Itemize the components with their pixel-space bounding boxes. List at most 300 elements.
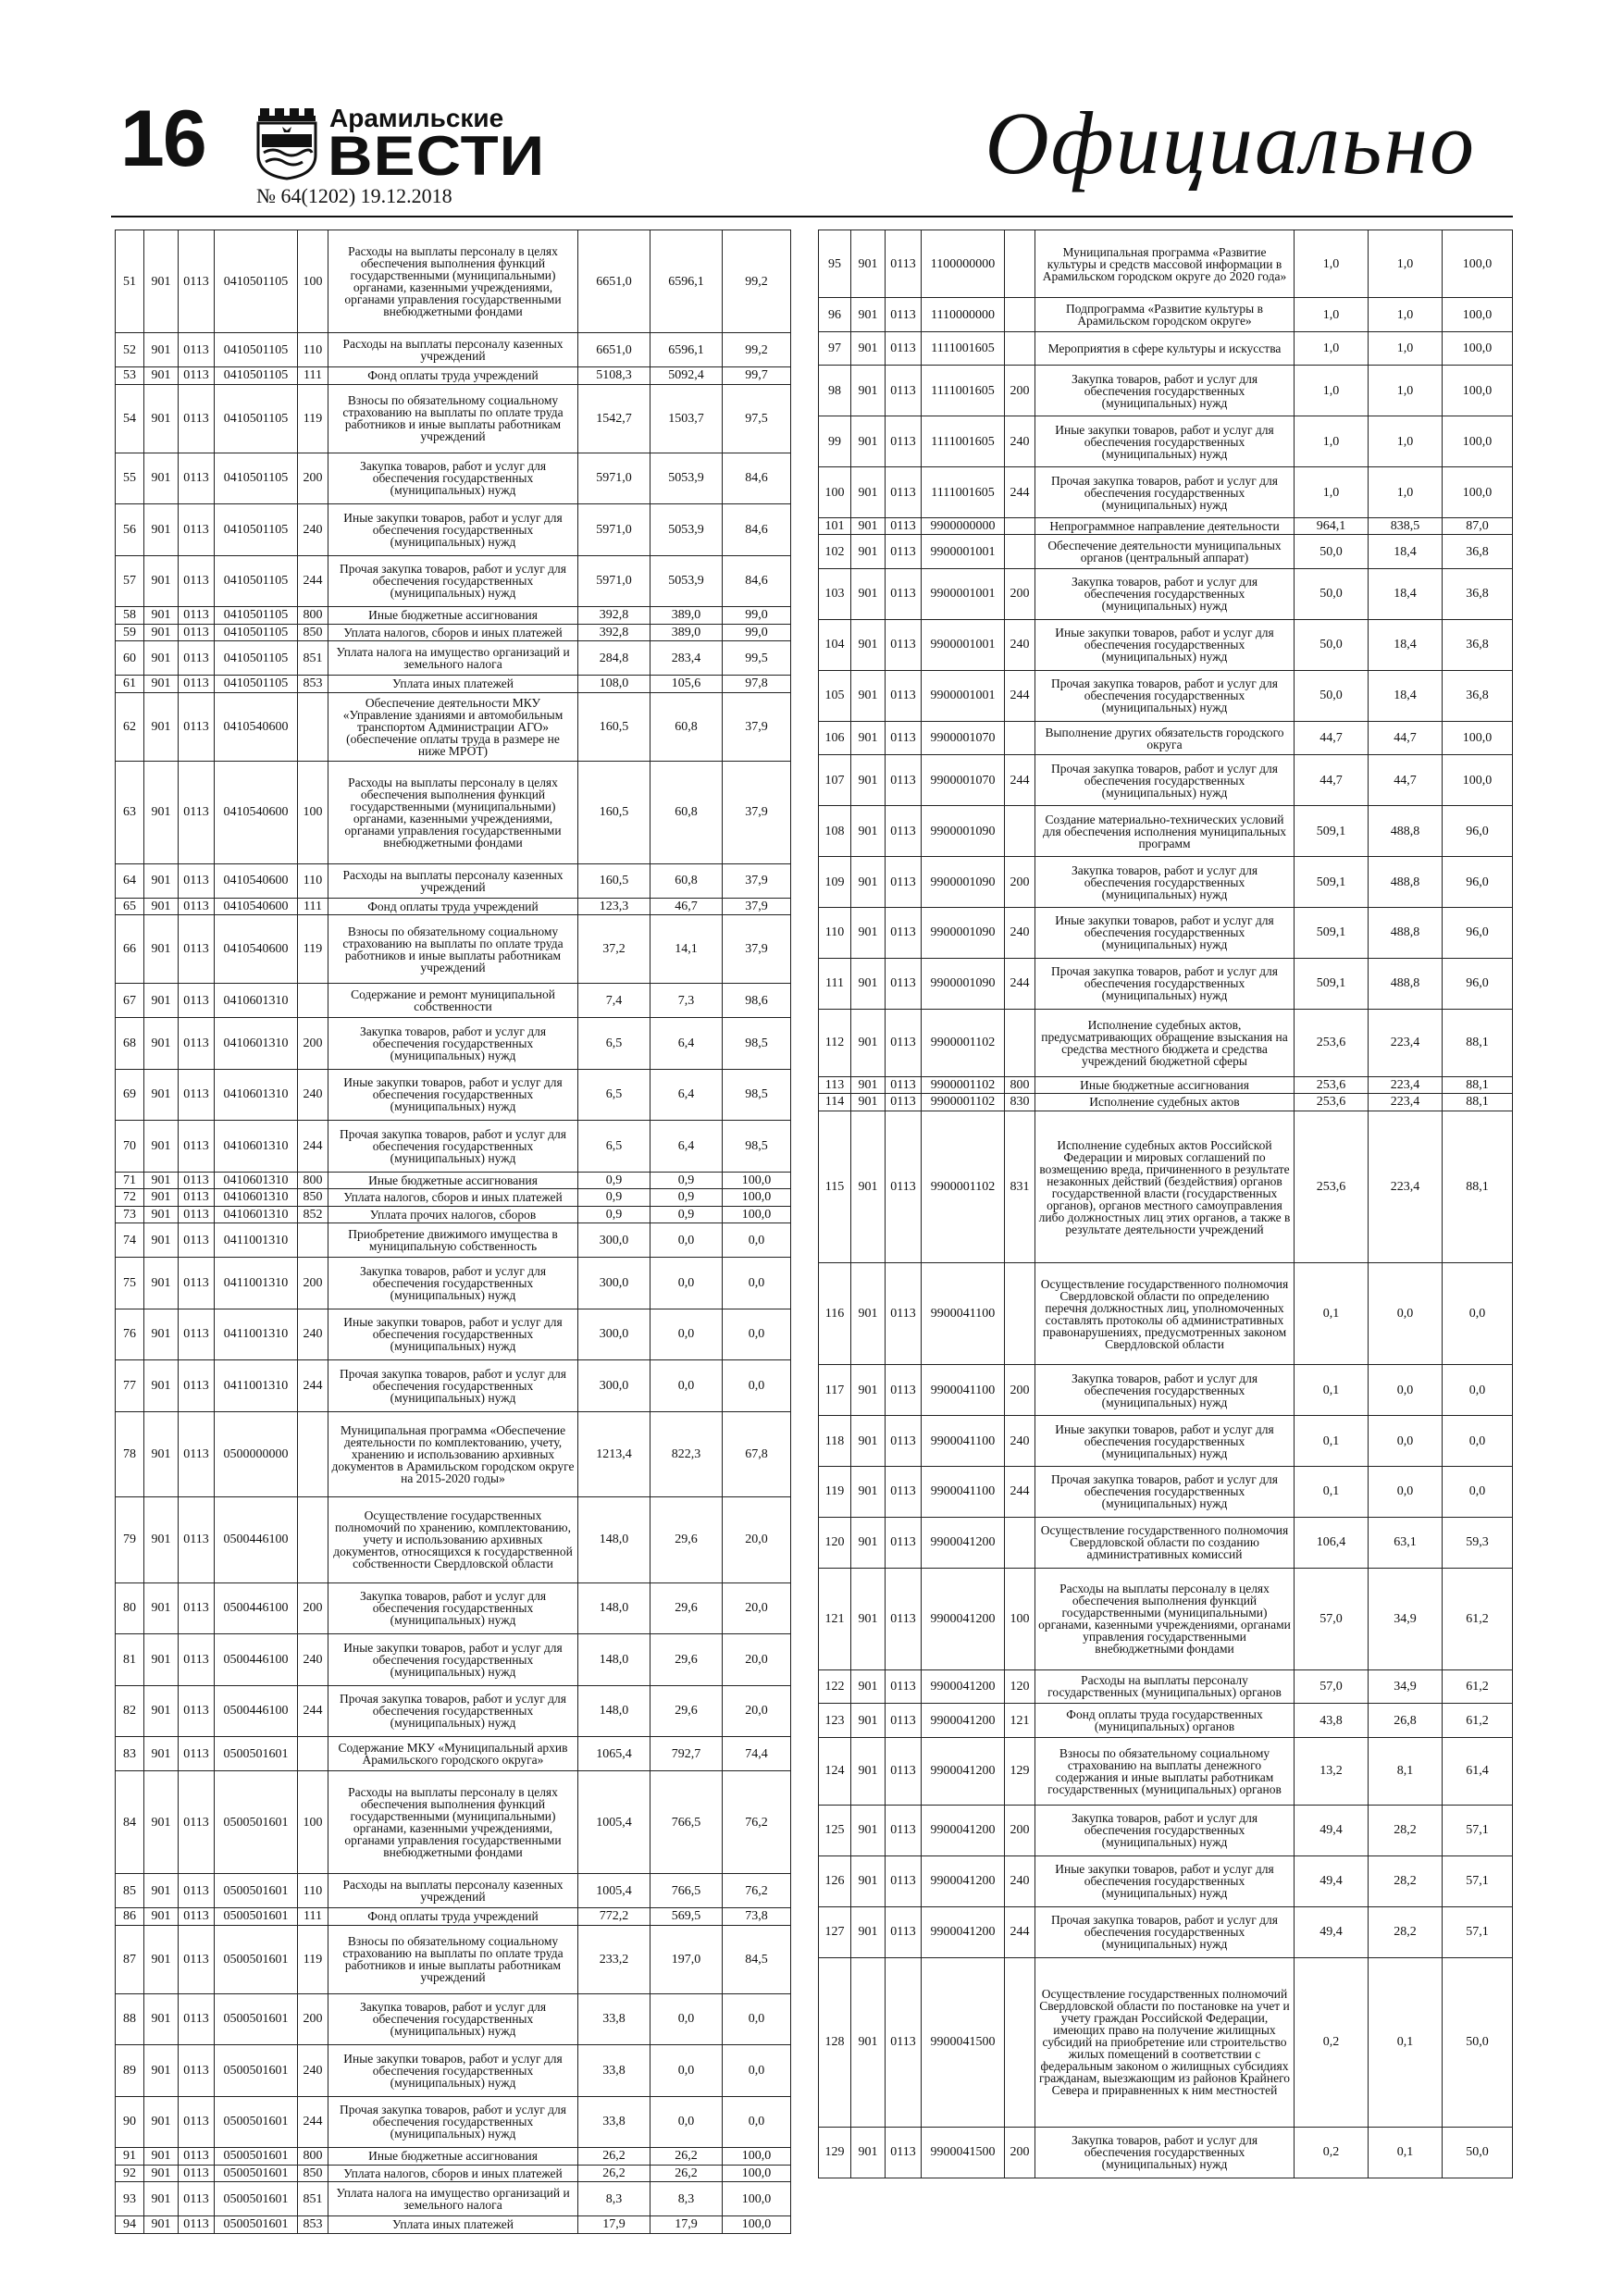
row-number-cell: 65 <box>116 898 144 915</box>
target-article-code-cell: 0410540600 <box>215 761 298 863</box>
planned-amount-cell: 964,1 <box>1295 518 1369 535</box>
target-article-code-cell: 0410540600 <box>215 692 298 761</box>
execution-percent-cell: 99,0 <box>723 607 791 625</box>
executed-amount-cell: 18,4 <box>1369 619 1443 670</box>
execution-percent-cell: 0,0 <box>1443 1416 1513 1467</box>
expense-name-cell: Прочая закупка товаров, работ и услуг для обеспечения государственных (муниципальных) нужд <box>328 555 578 607</box>
expense-type-code-cell: 852 <box>298 1206 328 1223</box>
target-article-code-cell: 9900001001 <box>922 670 1005 721</box>
gr-code-cell: 901 <box>851 1906 886 1957</box>
row-number-cell: 85 <box>116 1874 144 1908</box>
expense-type-code-cell: 240 <box>298 1309 328 1360</box>
planned-amount-cell: 33,8 <box>578 2096 650 2148</box>
expense-name-cell: Иные закупки товаров, работ и услуг для обеспечения государственных (муниципальных) нужд <box>328 1309 578 1360</box>
section-code-cell: 0113 <box>886 298 922 332</box>
planned-amount-cell: 160,5 <box>578 863 650 898</box>
target-article-code-cell: 0500446100 <box>215 1582 298 1634</box>
planned-amount-cell: 5971,0 <box>578 504 650 556</box>
expense-name-cell: Муниципальная программа «Обеспечение деятельности по комплектованию, учету, хранению и использованию архивных документов в Арамильском городском округе на 2015-2020 годы» <box>328 1411 578 1497</box>
executed-amount-cell: 18,4 <box>1369 535 1443 569</box>
execution-percent-cell: 36,8 <box>1443 535 1513 569</box>
gr-code-cell: 901 <box>851 1957 886 2127</box>
table-row <box>116 1737 791 1771</box>
gr-code-cell: 901 <box>851 721 886 755</box>
expense-type-code-cell: 853 <box>298 676 328 693</box>
expense-type-code-cell: 240 <box>1005 619 1035 670</box>
table-row <box>819 721 1513 755</box>
expense-name-cell: Осуществление государственных полномочий по хранению, комплектованию, учету и использованию архивных документов, относящихся к государственной собственности Свердловской области <box>328 1497 578 1583</box>
table-row <box>116 1360 791 1412</box>
target-article-code-cell: 0410501105 <box>215 504 298 556</box>
section-code-cell: 0113 <box>886 1416 922 1467</box>
target-article-code-cell: 9900001102 <box>922 1009 1005 1076</box>
expense-name-cell: Осуществление государственного полномочия Свердловской области по созданию административных комиссий <box>1035 1517 1295 1568</box>
gr-code-cell: 901 <box>144 230 179 333</box>
execution-percent-cell: 37,9 <box>723 692 791 761</box>
execution-percent-cell: 100,0 <box>1443 416 1513 467</box>
gr-code-cell: 901 <box>851 619 886 670</box>
expense-name-cell: Прочая закупка товаров, работ и услуг для обеспечения государственных (муниципальных) нужд <box>1035 1467 1295 1518</box>
executed-amount-cell: 7,3 <box>650 984 723 1018</box>
executed-amount-cell: 28,2 <box>1369 1855 1443 1906</box>
table-row <box>116 692 791 761</box>
row-number-cell: 76 <box>116 1309 144 1360</box>
section-code-cell: 0113 <box>179 1121 215 1173</box>
target-article-code-cell: 0410501105 <box>215 641 298 676</box>
target-article-code-cell: 0410540600 <box>215 863 298 898</box>
planned-amount-cell: 1542,7 <box>578 384 650 453</box>
expense-type-code-cell: 244 <box>298 555 328 607</box>
section-code-cell: 0113 <box>179 384 215 453</box>
planned-amount-cell: 6651,0 <box>578 333 650 367</box>
section-code-cell: 0113 <box>179 1993 215 2045</box>
planned-amount-cell: 233,2 <box>578 1925 650 1993</box>
planned-amount-cell: 0,1 <box>1295 1263 1369 1365</box>
expense-type-code-cell: 121 <box>1005 1704 1035 1738</box>
expense-name-cell: Уплата иных платежей <box>328 676 578 693</box>
execution-percent-cell: 98,5 <box>723 1121 791 1173</box>
section-code-cell: 0113 <box>179 1771 215 1874</box>
target-article-code-cell: 0410501105 <box>215 453 298 504</box>
row-number-cell: 56 <box>116 504 144 556</box>
executed-amount-cell: 0,0 <box>650 2096 723 2148</box>
section-code-cell: 0113 <box>886 1737 922 1805</box>
expense-type-code-cell: 830 <box>1005 1094 1035 1111</box>
row-number-cell: 75 <box>116 1258 144 1309</box>
expense-type-code-cell: 100 <box>298 761 328 863</box>
section-code-cell: 0113 <box>179 1223 215 1258</box>
gr-code-cell: 901 <box>851 366 886 416</box>
section-code-cell: 0113 <box>179 624 215 641</box>
expense-type-code-cell: 200 <box>1005 2127 1035 2178</box>
planned-amount-cell: 6,5 <box>578 1121 650 1173</box>
gr-code-cell: 901 <box>144 1582 179 1634</box>
table-row <box>116 1258 791 1309</box>
expense-name-cell: Фонд оплаты труда учреждений <box>328 1908 578 1926</box>
gr-code-cell: 901 <box>851 1009 886 1076</box>
table-row <box>819 569 1513 620</box>
gr-code-cell: 901 <box>851 1737 886 1805</box>
expense-type-code-cell: 244 <box>1005 958 1035 1009</box>
row-number-cell: 108 <box>819 806 851 857</box>
target-article-code-cell: 1110000000 <box>922 298 1005 332</box>
planned-amount-cell: 0,9 <box>578 1206 650 1223</box>
execution-percent-cell: 99,7 <box>723 367 791 385</box>
section-code-cell: 0113 <box>886 1568 922 1669</box>
expense-name-cell: Иные закупки товаров, работ и услуг для обеспечения государственных (муниципальных) нужд <box>1035 908 1295 959</box>
row-number-cell: 68 <box>116 1018 144 1070</box>
execution-percent-cell: 0,0 <box>723 2096 791 2148</box>
expense-type-code-cell: 244 <box>1005 755 1035 806</box>
target-article-code-cell: 0410601310 <box>215 1069 298 1121</box>
row-number-cell: 125 <box>819 1806 851 1856</box>
planned-amount-cell: 17,9 <box>578 2216 650 2234</box>
row-number-cell: 101 <box>819 518 851 535</box>
target-article-code-cell: 9900041200 <box>922 1855 1005 1906</box>
expense-type-code-cell: 110 <box>298 863 328 898</box>
row-number-cell: 116 <box>819 1263 851 1365</box>
expense-type-code-cell: 240 <box>1005 1416 1035 1467</box>
execution-percent-cell: 88,1 <box>1443 1009 1513 1076</box>
planned-amount-cell: 0,2 <box>1295 1957 1369 2127</box>
expense-type-code-cell: 850 <box>298 624 328 641</box>
executed-amount-cell: 5053,9 <box>650 504 723 556</box>
planned-amount-cell: 50,0 <box>1295 535 1369 569</box>
table-row <box>819 1806 1513 1856</box>
expense-type-code-cell <box>298 1411 328 1497</box>
section-code-cell: 0113 <box>886 1094 922 1111</box>
issue-info: № 64(1202) 19.12.2018 <box>256 184 452 207</box>
target-article-code-cell: 0500501601 <box>215 1771 298 1874</box>
section-code-cell: 0113 <box>179 1206 215 1223</box>
gr-code-cell: 901 <box>144 1189 179 1207</box>
execution-percent-cell: 36,8 <box>1443 619 1513 670</box>
expense-type-code-cell: 244 <box>298 2096 328 2148</box>
gr-code-cell: 901 <box>144 898 179 915</box>
expense-type-code-cell <box>1005 1009 1035 1076</box>
table-row <box>819 331 1513 366</box>
target-article-code-cell: 0500446100 <box>215 1497 298 1583</box>
planned-amount-cell: 392,8 <box>578 607 650 625</box>
expense-name-cell: Прочая закупка товаров, работ и услуг для обеспечения государственных (муниципальных) нужд <box>328 2096 578 2148</box>
planned-amount-cell: 0,1 <box>1295 1467 1369 1518</box>
planned-amount-cell: 43,8 <box>1295 1704 1369 1738</box>
page-header <box>111 93 1513 217</box>
executed-amount-cell: 6596,1 <box>650 333 723 367</box>
section-code-cell: 0113 <box>179 761 215 863</box>
section-code-cell: 0113 <box>886 1669 922 1704</box>
planned-amount-cell: 1,0 <box>1295 230 1369 298</box>
gr-code-cell: 901 <box>144 1925 179 1993</box>
expense-type-code-cell: 100 <box>298 1771 328 1874</box>
table-row <box>116 555 791 607</box>
planned-amount-cell: 148,0 <box>578 1634 650 1686</box>
row-number-cell: 63 <box>116 761 144 863</box>
expense-type-code-cell: 119 <box>298 1925 328 1993</box>
gr-code-cell: 901 <box>144 692 179 761</box>
execution-percent-cell: 0,0 <box>723 1360 791 1412</box>
expense-type-code-cell: 111 <box>298 898 328 915</box>
expense-type-code-cell: 200 <box>1005 857 1035 908</box>
expense-type-code-cell <box>298 984 328 1018</box>
row-number-cell: 77 <box>116 1360 144 1412</box>
row-number-cell: 96 <box>819 298 851 332</box>
gr-code-cell: 901 <box>851 331 886 366</box>
execution-percent-cell: 0,0 <box>723 2045 791 2097</box>
table-row <box>116 761 791 863</box>
expense-type-code-cell <box>1005 806 1035 857</box>
gr-code-cell: 901 <box>144 2096 179 2148</box>
row-number-cell: 117 <box>819 1365 851 1416</box>
row-number-cell: 92 <box>116 2165 144 2182</box>
expense-type-code-cell: 244 <box>298 1685 328 1737</box>
planned-amount-cell: 1,0 <box>1295 416 1369 467</box>
executed-amount-cell: 8,3 <box>650 2182 723 2216</box>
execution-percent-cell: 57,1 <box>1443 1806 1513 1856</box>
execution-percent-cell: 99,2 <box>723 230 791 333</box>
executed-amount-cell: 28,2 <box>1369 1906 1443 1957</box>
table-row <box>819 1094 1513 1111</box>
target-article-code-cell: 0411001310 <box>215 1309 298 1360</box>
executed-amount-cell: 29,6 <box>650 1685 723 1737</box>
expense-name-cell: Закупка товаров, работ и услуг для обеспечения государственных (муниципальных) нужд <box>328 1993 578 2045</box>
table-row <box>116 1582 791 1634</box>
row-number-cell: 64 <box>116 863 144 898</box>
row-number-cell: 120 <box>819 1517 851 1568</box>
section-code-cell: 0113 <box>179 641 215 676</box>
executed-amount-cell: 60,8 <box>650 692 723 761</box>
planned-amount-cell: 7,4 <box>578 984 650 1018</box>
table-row <box>819 1568 1513 1669</box>
section-code-cell: 0113 <box>886 1957 922 2127</box>
executed-amount-cell: 488,8 <box>1369 857 1443 908</box>
gr-code-cell: 901 <box>144 1993 179 2045</box>
target-article-code-cell: 9900001070 <box>922 721 1005 755</box>
execution-percent-cell: 96,0 <box>1443 958 1513 1009</box>
expense-name-cell: Иные закупки товаров, работ и услуг для обеспечения государственных (муниципальных) нужд <box>1035 1855 1295 1906</box>
execution-percent-cell: 76,2 <box>723 1874 791 1908</box>
table-row <box>116 607 791 625</box>
gr-code-cell: 901 <box>851 535 886 569</box>
planned-amount-cell: 1065,4 <box>578 1737 650 1771</box>
table-row <box>116 504 791 556</box>
executed-amount-cell: 0,1 <box>1369 1957 1443 2127</box>
planned-amount-cell: 509,1 <box>1295 857 1369 908</box>
executed-amount-cell: 1,0 <box>1369 298 1443 332</box>
planned-amount-cell: 300,0 <box>578 1258 650 1309</box>
executed-amount-cell: 0,0 <box>650 2045 723 2097</box>
gr-code-cell: 901 <box>851 1365 886 1416</box>
expense-type-code-cell: 100 <box>298 230 328 333</box>
planned-amount-cell: 44,7 <box>1295 755 1369 806</box>
table-row <box>116 1069 791 1121</box>
executed-amount-cell: 792,7 <box>650 1737 723 1771</box>
planned-amount-cell: 772,2 <box>578 1908 650 1926</box>
section-code-cell: 0113 <box>179 2148 215 2166</box>
expense-name-cell: Исполнение судебных актов, предусматривающих обращение взыскания на средства местного бюджета и средства учреждений бюджетной сферы <box>1035 1009 1295 1076</box>
target-article-code-cell: 9900041200 <box>922 1806 1005 1856</box>
executed-amount-cell: 223,4 <box>1369 1094 1443 1111</box>
gr-code-cell: 901 <box>851 908 886 959</box>
section-code-cell: 0113 <box>179 1582 215 1634</box>
row-number-cell: 109 <box>819 857 851 908</box>
page-number: 16 <box>120 94 205 183</box>
table-row <box>116 1634 791 1686</box>
target-article-code-cell: 0410601310 <box>215 1172 298 1189</box>
execution-percent-cell: 100,0 <box>723 2165 791 2182</box>
expense-type-code-cell: 240 <box>1005 1855 1035 1906</box>
executed-amount-cell: 105,6 <box>650 676 723 693</box>
execution-percent-cell: 84,6 <box>723 453 791 504</box>
executed-amount-cell: 0,0 <box>1369 1416 1443 1467</box>
execution-percent-cell: 96,0 <box>1443 806 1513 857</box>
expense-name-cell: Содержание МКУ «Муниципальный архив Арамильского городского округа» <box>328 1737 578 1771</box>
target-article-code-cell: 0500501601 <box>215 1874 298 1908</box>
executed-amount-cell: 0,1 <box>1369 2127 1443 2178</box>
gr-code-cell: 901 <box>144 1685 179 1737</box>
gr-code-cell: 901 <box>144 2148 179 2166</box>
expense-name-cell: Приобретение движимого имущества в муниципальную собственность <box>328 1223 578 1258</box>
execution-percent-cell: 0,0 <box>723 1258 791 1309</box>
expense-type-code-cell: 800 <box>298 607 328 625</box>
executed-amount-cell: 0,9 <box>650 1172 723 1189</box>
row-number-cell: 126 <box>819 1855 851 1906</box>
execution-percent-cell: 100,0 <box>1443 230 1513 298</box>
table-row <box>819 1111 1513 1263</box>
table-row <box>819 1957 1513 2127</box>
target-article-code-cell: 9900001070 <box>922 755 1005 806</box>
gr-code-cell: 901 <box>851 230 886 298</box>
expense-type-code-cell <box>1005 331 1035 366</box>
expense-type-code-cell: 200 <box>298 453 328 504</box>
expense-name-cell: Закупка товаров, работ и услуг для обеспечения государственных (муниципальных) нужд <box>1035 1806 1295 1856</box>
executed-amount-cell: 6,4 <box>650 1121 723 1173</box>
executed-amount-cell: 389,0 <box>650 607 723 625</box>
row-number-cell: 62 <box>116 692 144 761</box>
table-row <box>116 2216 791 2234</box>
row-number-cell: 83 <box>116 1737 144 1771</box>
target-article-code-cell: 9900001090 <box>922 806 1005 857</box>
target-article-code-cell: 9900001102 <box>922 1077 1005 1094</box>
executed-amount-cell: 1,0 <box>1369 230 1443 298</box>
coat-of-arms-icon <box>254 106 330 180</box>
section-code-cell: 0113 <box>886 1263 922 1365</box>
gr-code-cell: 901 <box>851 298 886 332</box>
gr-code-cell: 901 <box>144 1411 179 1497</box>
expense-type-code-cell: 240 <box>298 2045 328 2097</box>
table-row <box>819 1365 1513 1416</box>
section-code-cell: 0113 <box>886 518 922 535</box>
target-article-code-cell: 0410601310 <box>215 1189 298 1207</box>
row-number-cell: 102 <box>819 535 851 569</box>
execution-percent-cell: 57,1 <box>1443 1906 1513 1957</box>
section-code-cell: 0113 <box>179 915 215 984</box>
execution-percent-cell: 0,0 <box>723 1993 791 2045</box>
executed-amount-cell: 5053,9 <box>650 453 723 504</box>
expense-name-cell: Уплата прочих налогов, сборов <box>328 1206 578 1223</box>
table-row <box>116 453 791 504</box>
executed-amount-cell: 223,4 <box>1369 1009 1443 1076</box>
gr-code-cell: 901 <box>144 1069 179 1121</box>
execution-percent-cell: 96,0 <box>1443 857 1513 908</box>
row-number-cell: 111 <box>819 958 851 1009</box>
executed-amount-cell: 6,4 <box>650 1018 723 1070</box>
planned-amount-cell: 253,6 <box>1295 1111 1369 1263</box>
planned-amount-cell: 37,2 <box>578 915 650 984</box>
execution-percent-cell: 20,0 <box>723 1497 791 1583</box>
gr-code-cell: 901 <box>144 2045 179 2097</box>
execution-percent-cell: 96,0 <box>1443 908 1513 959</box>
gr-code-cell: 901 <box>144 624 179 641</box>
planned-amount-cell: 509,1 <box>1295 908 1369 959</box>
expense-name-cell: Закупка товаров, работ и услуг для обеспечения государственных (муниципальных) нужд <box>328 453 578 504</box>
execution-percent-cell: 97,8 <box>723 676 791 693</box>
expense-name-cell: Уплата налогов, сборов и иных платежей <box>328 2165 578 2182</box>
executed-amount-cell: 46,7 <box>650 898 723 915</box>
target-article-code-cell: 9900041100 <box>922 1416 1005 1467</box>
executed-amount-cell: 29,6 <box>650 1634 723 1686</box>
row-number-cell: 91 <box>116 2148 144 2166</box>
target-article-code-cell: 9900041100 <box>922 1365 1005 1416</box>
gr-code-cell: 901 <box>851 1568 886 1669</box>
expense-type-code-cell <box>1005 1517 1035 1568</box>
planned-amount-cell: 300,0 <box>578 1223 650 1258</box>
target-article-code-cell: 0500501601 <box>215 1737 298 1771</box>
table-row <box>116 1497 791 1583</box>
section-code-cell: 0113 <box>179 1189 215 1207</box>
executed-amount-cell: 0,0 <box>650 1360 723 1412</box>
executed-amount-cell: 283,4 <box>650 641 723 676</box>
expense-type-code-cell: 850 <box>298 2165 328 2182</box>
table-row <box>116 1908 791 1926</box>
planned-amount-cell: 26,2 <box>578 2165 650 2182</box>
expense-name-cell: Иные закупки товаров, работ и услуг для обеспечения государственных (муниципальных) нужд <box>328 1069 578 1121</box>
gr-code-cell: 901 <box>144 1497 179 1583</box>
execution-percent-cell: 76,2 <box>723 1771 791 1874</box>
planned-amount-cell: 509,1 <box>1295 958 1369 1009</box>
execution-percent-cell: 100,0 <box>723 2182 791 2216</box>
target-article-code-cell: 0410501105 <box>215 676 298 693</box>
gr-code-cell: 901 <box>144 1874 179 1908</box>
planned-amount-cell: 253,6 <box>1295 1077 1369 1094</box>
target-article-code-cell: 9900041200 <box>922 1906 1005 1957</box>
planned-amount-cell: 33,8 <box>578 1993 650 2045</box>
target-article-code-cell: 1111001605 <box>922 366 1005 416</box>
row-number-cell: 114 <box>819 1094 851 1111</box>
target-article-code-cell: 0500446100 <box>215 1685 298 1737</box>
expense-name-cell: Иные закупки товаров, работ и услуг для обеспечения государственных (муниципальных) нужд <box>328 504 578 556</box>
expense-type-code-cell: 200 <box>1005 569 1035 620</box>
expense-type-code-cell: 200 <box>1005 1365 1035 1416</box>
expense-type-code-cell: 244 <box>1005 670 1035 721</box>
table-row <box>116 2165 791 2182</box>
row-number-cell: 61 <box>116 676 144 693</box>
table-row <box>819 1704 1513 1738</box>
expense-name-cell: Уплата налогов, сборов и иных платежей <box>328 624 578 641</box>
section-code-cell: 0113 <box>179 1018 215 1070</box>
section-code-cell: 0113 <box>886 908 922 959</box>
execution-percent-cell: 100,0 <box>723 1206 791 1223</box>
executed-amount-cell: 569,5 <box>650 1908 723 1926</box>
section-code-cell: 0113 <box>886 331 922 366</box>
expense-type-code-cell <box>1005 1263 1035 1365</box>
table-row <box>116 1771 791 1874</box>
expense-type-code-cell: 244 <box>1005 1906 1035 1957</box>
expense-type-code-cell <box>298 1223 328 1258</box>
expense-name-cell: Взносы по обязательному социальному страхованию на выплаты денежного содержания и иные выплаты работникам государственных (муниципальных) органов <box>1035 1737 1295 1805</box>
gr-code-cell: 901 <box>144 504 179 556</box>
table-row <box>116 1189 791 1207</box>
